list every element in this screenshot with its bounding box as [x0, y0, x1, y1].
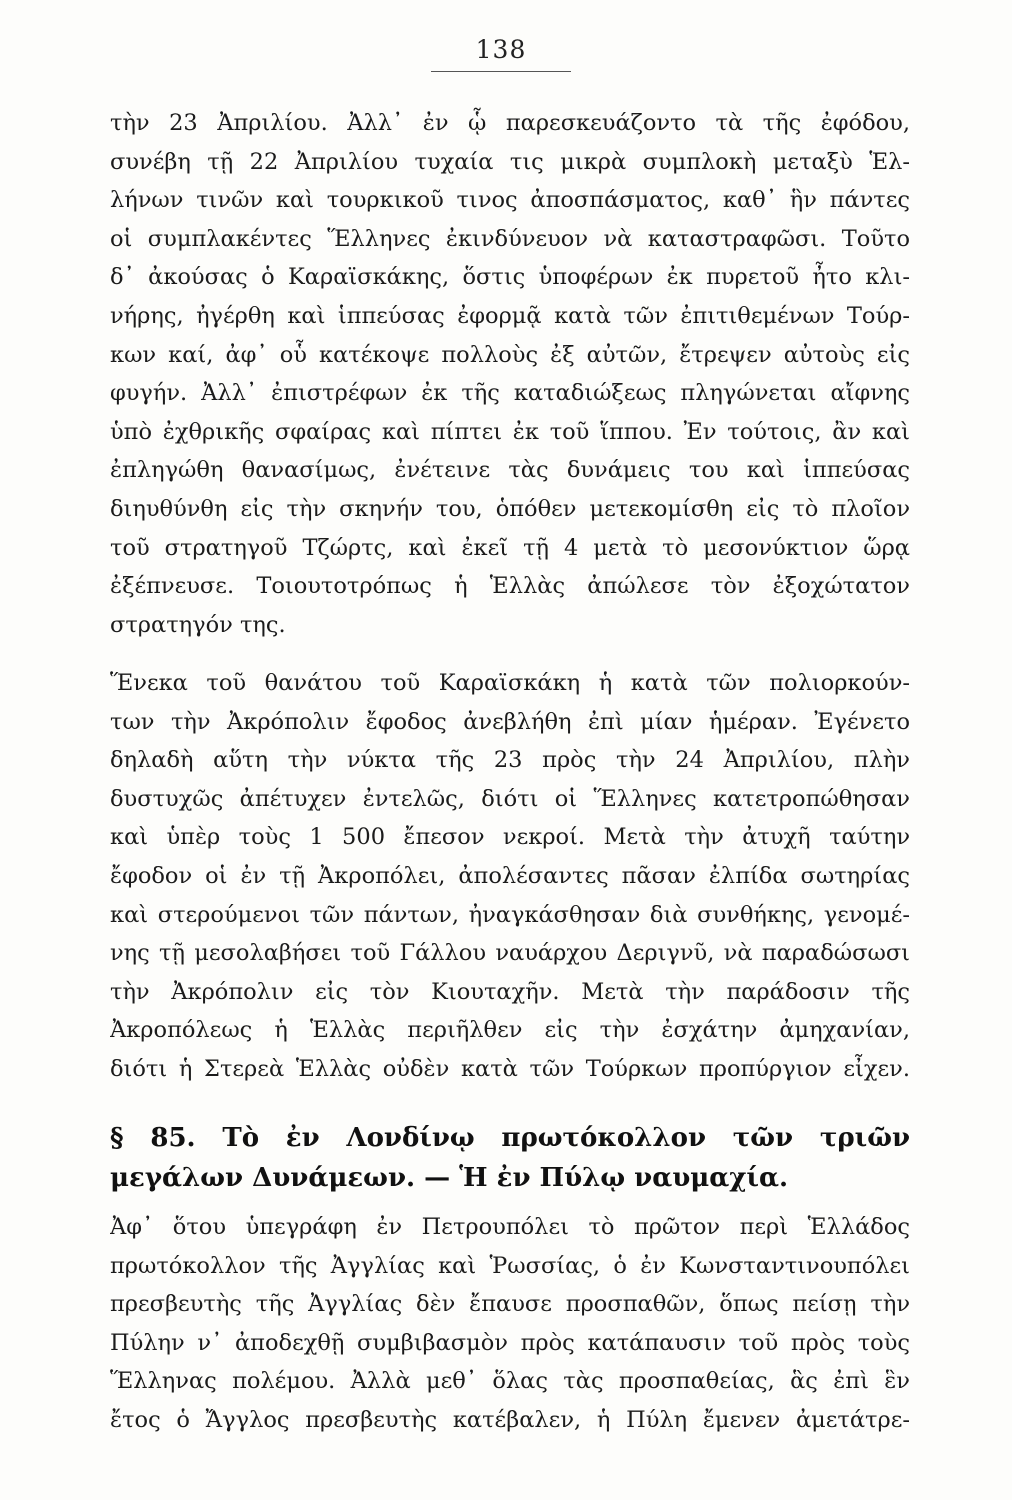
text-line: Ἕνεκα τοῦ θανάτου τοῦ Καραϊσκάκη ἡ κατὰ τῶν πολιορκούν-: [110, 670, 910, 696]
text-line: Ἕλληνας πολέμου. Ἀλλὰ μεθ᾿ ὅλας τὰς προσπαθείας, ἃς ἐπὶ ἓν: [110, 1368, 910, 1395]
text-line: πρεσβευτὴς τῆς Ἀγγλίας δὲν ἔπαυσε προσπαθῶν, ὅπως πείσῃ τὴν: [110, 1291, 910, 1318]
text-line: καὶ ὑπὲρ τοὺς 1 500 ἔπεσον νεκροί. Μετὰ τὴν ἀτυχῆ ταύτην: [110, 824, 910, 851]
text-line: συνέβη τῇ 22 Ἀπριλίου τυχαία τις μικρὰ συμπλοκὴ μεταξὺ Ἑλ-: [110, 148, 910, 175]
text-line: νήρης, ἠγέρθη καὶ ἱππεύσας ἐφορμᾷ κατὰ τῶν ἐπιτιθεμένων Τούρ-: [110, 302, 910, 329]
text-line: Ἀκροπόλεως ἡ Ἑλλὰς περιῆλθεν εἰς τὴν ἐσχάτην ἀμηχανίαν,: [110, 1017, 910, 1044]
page-number: 138: [475, 35, 527, 64]
text-line: φυγήν. Ἀλλ᾿ ἐπιστρέφων ἐκ τῆς καταδιώξεως πληγώνεται αἴφνης: [110, 380, 910, 407]
text-line: καὶ στερούμενοι τῶν πάντων, ἠναγκάσθησαν διὰ συνθήκης, γενομέ-: [110, 901, 910, 928]
text-line: Ἀφ᾿ ὅτου ὑπεγράφη ἐν Πετρουπόλει τὸ πρῶτον περὶ Ἑλλάδος: [110, 1214, 910, 1240]
paragraph-karaiskakis-death: [110, 104, 910, 644]
text-line: διότι ἡ Στερεὰ Ἑλλὰς οὐδὲν κατὰ τῶν Τούρκων προπύργιον εἶχεν.: [110, 1055, 910, 1082]
text-line: ἐπληγώθη θανασίμως, ἐνέτεινε τὰς δυνάμεις του καὶ ἱππεύσας: [110, 457, 910, 484]
text-line: δηλαδὴ αὕτη τὴν νύκτα τῆς 23 πρὸς τὴν 24 Ἀπριλίου, πλὴν: [110, 747, 910, 774]
text-line: ἐξέπνευσε. Τοιουτοτρόπως ἡ Ἑλλὰς ἀπώλεσε τὸν ἐξοχώτατον: [110, 573, 910, 600]
text-line: πρωτόκολλον τῆς Ἀγγλίας καὶ Ῥωσσίας, ὁ ἐν Κωνσταντινουπόλει: [110, 1252, 910, 1279]
text-line: τὴν 23 Ἀπριλίου. Ἀλλ᾿ ἐν ᾧ παρεσκευάζοντο τὰ τῆς ἐφόδου,: [110, 110, 910, 136]
paragraph-london-protocol: [110, 1208, 910, 1440]
text-line: διηυθύνθη εἰς τὴν σκηνήν του, ὁπόθεν μετεκομίσθη εἰς τὸ πλοῖον: [110, 495, 910, 522]
text-line: δυστυχῶς ἀπέτυχεν ἐντελῶς, διότι οἱ Ἕλληνες κατετροπώθησαν: [110, 785, 910, 812]
text-line: κων καί, ἀφ᾿ οὗ κατέκοψε πολλοὺς ἐξ αὐτῶν, ἔτρεψεν αὐτοὺς εἰς: [110, 341, 910, 368]
text-line: Πύλην ν᾿ ἀποδεχθῇ συμβιβασμὸν πρὸς κατάπαυσιν τοῦ πρὸς τοὺς: [110, 1329, 910, 1356]
text-line: νης τῇ μεσολαβήσει τοῦ Γάλλου ναυάρχου Δεριγνῦ, νὰ παραδώσωσι: [110, 940, 910, 967]
paragraph-acropolis-assault: [110, 664, 910, 1089]
section-heading-line-2: μεγάλων Δυνάμεων. — Ἡ ἐν Πύλῳ ναυμαχία.: [110, 1163, 789, 1193]
text-line: ἔφοδον οἱ ἐν τῇ Ἀκροπόλει, ἀπολέσαντες πᾶσαν ἐλπίδα σωτηρίας: [110, 862, 910, 889]
text-line: στρατηγόν της.: [110, 611, 286, 638]
text-line: ὑπὸ ἐχθρικῆς σφαίρας καὶ πίπτει ἐκ τοῦ ἵππου. Ἐν τούτοις, ἂν καὶ: [110, 418, 910, 445]
text-line: δ᾿ ἀκούσας ὁ Καραϊσκάκης, ὅστις ὑποφέρων ἐκ πυρετοῦ ἦτο κλι-: [110, 264, 910, 291]
text-line: λήνων τινῶν καὶ τουρκικοῦ τινος ἀποσπάσματος, καθ᾿ ἣν πάντες: [110, 187, 910, 214]
text-line: των τὴν Ἀκρόπολιν ἔφοδος ἀνεβλήθη ἐπὶ μίαν ἡμέραν. Ἐγένετο: [110, 708, 910, 735]
text-line: οἱ συμπλακέντες Ἕλληνες ἐκινδύνευον νὰ καταστραφῶσι. Τοῦτο: [110, 225, 910, 252]
text-line: ἔτος ὁ Ἄγγλος πρεσβευτὴς κατέβαλεν, ἡ Πύλη ἔμενεν ἀμετάτρε-: [110, 1406, 910, 1433]
text-line: τὴν Ἀκρόπολιν εἰς τὸν Κιουταχῆν. Μετὰ τὴν παράδοσιν τῆς: [110, 978, 910, 1005]
text-line: τοῦ στρατηγοῦ Τζώρτς, καὶ ἐκεῖ τῇ 4 μετὰ τὸ μεσονύκτιον ὥρᾳ: [110, 534, 910, 561]
page-number-rule: [431, 71, 571, 72]
section-heading-line-1: § 85. Τὸ ἐν Λονδίνῳ πρωτόκολλον τῶν τριῶν: [110, 1123, 910, 1153]
section-heading: [110, 1118, 910, 1198]
